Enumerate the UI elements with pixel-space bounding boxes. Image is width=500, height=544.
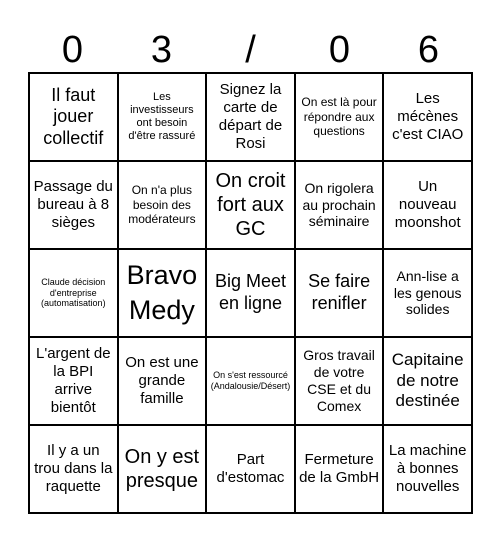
bingo-cell[interactable]: On est une grande famille <box>118 337 207 425</box>
bingo-cell[interactable]: Big Meet en ligne <box>206 249 295 337</box>
bingo-cell[interactable]: On est là pour répondre aux questions <box>295 73 384 161</box>
bingo-cell[interactable]: Passage du bureau à 8 sièges <box>29 161 118 249</box>
bingo-cell[interactable]: Fermeture de la GmbH <box>295 425 384 513</box>
bingo-cell[interactable]: Capitaine de notre destinée <box>383 337 472 425</box>
bingo-cell[interactable]: Se faire renifler <box>295 249 384 337</box>
bingo-cell[interactable]: On s'est ressourcé (Andalousie/Désert) <box>206 337 295 425</box>
bingo-header <box>28 28 473 72</box>
bingo-cell[interactable]: Il y a un trou dans la raquette <box>29 425 118 513</box>
bingo-cell[interactable]: Les mécènes c'est CIAO <box>383 73 472 161</box>
header-letter: 6 <box>417 29 440 71</box>
header-letter: 3 <box>150 29 173 71</box>
bingo-cell[interactable]: Les investisseurs ont besoin d'être rassuré <box>118 73 207 161</box>
bingo-cell[interactable]: La machine à bonnes nouvelles <box>383 425 472 513</box>
header-letter: 0 <box>61 29 84 71</box>
bingo-cell[interactable]: Claude décision d'entreprise (automatisation) <box>29 249 118 337</box>
header-letter: / <box>245 29 256 71</box>
bingo-cell[interactable]: Signez la carte de départ de Rosi <box>206 73 295 161</box>
bingo-cell[interactable]: Il faut jouer collectif <box>29 73 118 161</box>
bingo-cell[interactable]: Bravo Medy <box>118 249 207 337</box>
bingo-cell[interactable]: On croit fort aux GC <box>206 161 295 249</box>
bingo-cell[interactable]: L'argent de la BPI arrive bientôt <box>29 337 118 425</box>
bingo-cell[interactable]: Un nouveau moonshot <box>383 161 472 249</box>
bingo-cell[interactable]: On rigolera au prochain séminaire <box>295 161 384 249</box>
bingo-cell[interactable]: Gros travail de votre CSE et du Comex <box>295 337 384 425</box>
bingo-cell[interactable]: On y est presque <box>118 425 207 513</box>
header-letter: 0 <box>328 29 351 71</box>
bingo-board <box>28 72 473 514</box>
bingo-cell[interactable]: Part d'estomac <box>206 425 295 513</box>
bingo-cell[interactable]: Ann-lise a les genous solides <box>383 249 472 337</box>
bingo-cell[interactable]: On n'a plus besoin des modérateurs <box>118 161 207 249</box>
